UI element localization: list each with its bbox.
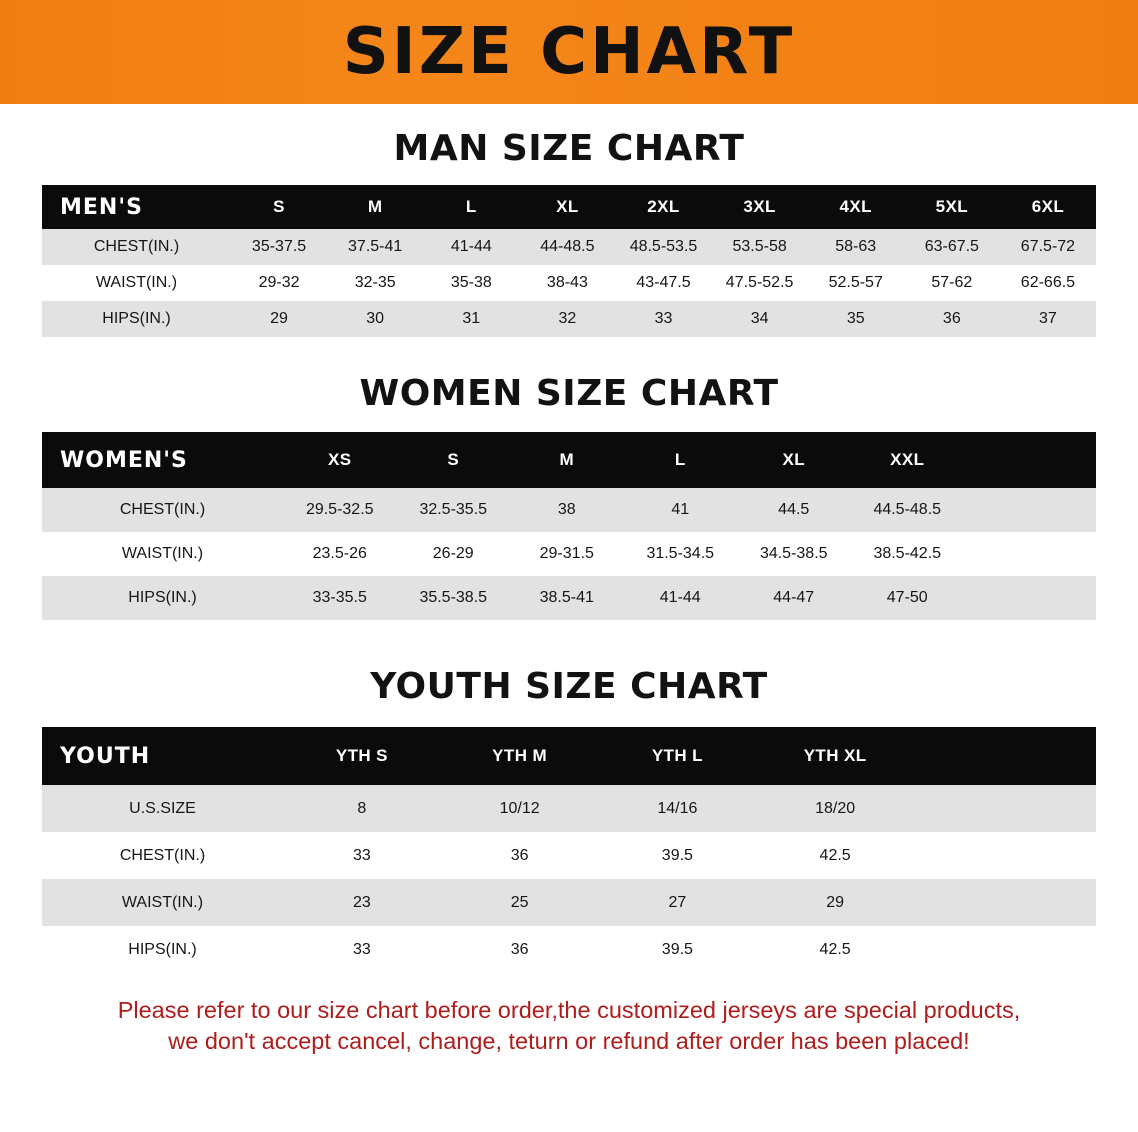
youth-cell-spacer	[914, 926, 1096, 973]
women-cell: 33-35.5	[312, 589, 367, 606]
youth-table-wrapper	[42, 727, 1096, 973]
women-col-header: S	[447, 450, 460, 469]
women-cell: 44.5-48.5	[873, 501, 942, 518]
youth-cell: 10/12	[499, 799, 540, 817]
youth-col-spacer	[914, 727, 1096, 785]
table-row	[42, 785, 1096, 832]
footer-note-line-2: we don't accept cancel, change, teturn or refund after order has been placed!	[168, 1028, 970, 1055]
man-cell: 36	[942, 310, 961, 327]
youth-cell-spacer	[914, 785, 1096, 832]
youth-table-body	[42, 785, 1096, 973]
table-row	[42, 229, 1096, 265]
man-col-header: 5XL	[935, 197, 969, 216]
youth-cell: 36	[510, 940, 529, 958]
man-cell: 44-48.5	[540, 238, 595, 255]
table-row	[42, 926, 1096, 973]
man-size-table	[42, 185, 1096, 337]
women-table-wrapper	[42, 432, 1096, 620]
man-col-header: 3XL	[743, 197, 776, 216]
youth-col-header: YTH XL	[803, 746, 867, 765]
footer-note-line-1: Please refer to our size chart before order,the customized jerseys are special products,	[117, 997, 1021, 1023]
women-col-header: XXL	[890, 450, 925, 469]
table-row	[42, 301, 1096, 337]
youth-cell-spacer	[914, 832, 1096, 879]
women-row-label: HIPS(IN.)	[128, 589, 197, 606]
man-row-label: WAIST(IN.)	[95, 274, 178, 291]
youth-col-header: YTH S	[335, 746, 388, 765]
youth-cell: 33	[352, 846, 371, 864]
women-col-spacer	[964, 432, 1096, 488]
man-row-label: HIPS(IN.)	[102, 310, 171, 327]
table-row	[42, 265, 1096, 301]
women-cell: 34.5-38.5	[759, 545, 828, 562]
women-cell: 35.5-38.5	[419, 589, 488, 606]
table-row	[42, 576, 1096, 620]
women-cell: 47-50	[886, 589, 928, 606]
man-cell: 33	[654, 310, 673, 327]
man-cell: 29	[270, 310, 288, 327]
youth-cell: 25	[510, 893, 529, 911]
man-cell: 35-38	[450, 274, 492, 291]
youth-row-label: CHEST(IN.)	[119, 846, 206, 864]
women-cell: 23.5-26	[312, 545, 367, 562]
women-cell: 41-44	[659, 589, 701, 606]
women-col-header: M	[559, 450, 575, 469]
man-cell: 37.5-41	[348, 238, 403, 255]
man-cell: 30	[366, 310, 385, 327]
man-table-head	[42, 185, 1096, 229]
women-row-label: WAIST(IN.)	[121, 545, 204, 562]
youth-col-header: YTH L	[651, 746, 703, 765]
women-col-header: L	[674, 450, 686, 469]
man-cell: 29-32	[258, 274, 300, 291]
table-row	[42, 879, 1096, 926]
youth-section-heading: YOUTH SIZE CHART	[370, 666, 768, 707]
youth-size-table	[42, 727, 1096, 973]
women-col-header: XL	[782, 450, 806, 469]
man-cell: 63-67.5	[924, 238, 979, 255]
table-row	[42, 532, 1096, 576]
man-cell: 67.5-72	[1020, 238, 1076, 255]
youth-header-row	[42, 727, 1096, 785]
women-table-head	[42, 432, 1096, 488]
man-col-header: 2XL	[647, 197, 680, 216]
women-cell-spacer	[964, 532, 1096, 576]
youth-cell: 27	[668, 893, 687, 911]
man-cell: 41-44	[450, 238, 492, 255]
man-col-header: L	[465, 197, 477, 216]
man-cell: 48.5-53.5	[629, 238, 698, 255]
women-corner-label: WOMEN'S	[60, 447, 188, 473]
man-cell: 52.5-57	[828, 274, 883, 291]
man-cell: 58-63	[835, 238, 877, 255]
women-cell: 29.5-32.5	[305, 501, 374, 518]
table-row	[42, 832, 1096, 879]
man-table-body	[42, 229, 1096, 337]
youth-cell: 23	[352, 893, 371, 911]
man-col-header: M	[367, 197, 383, 216]
women-cell: 38.5-42.5	[873, 545, 942, 562]
man-cell: 53.5-58	[732, 238, 787, 255]
banner-title: SIZE CHART	[342, 15, 796, 89]
table-row	[42, 488, 1096, 532]
man-header-row	[42, 185, 1096, 229]
youth-cell: 18/20	[815, 799, 856, 817]
man-cell: 37	[1039, 310, 1057, 327]
man-cell: 32	[558, 310, 577, 327]
women-col-header: XS	[328, 450, 352, 469]
man-cell: 31	[462, 310, 481, 327]
man-cell: 38-43	[546, 274, 588, 291]
youth-cell: 33	[352, 940, 371, 958]
man-cell: 43-47.5	[636, 274, 691, 291]
youth-table-head	[42, 727, 1096, 785]
footer-note	[38, 995, 1100, 1058]
youth-cell: 8	[357, 799, 367, 817]
youth-cell: 14/16	[657, 799, 698, 817]
women-cell: 44.5	[778, 501, 810, 518]
women-cell: 38.5-41	[539, 589, 594, 606]
women-cell: 26-29	[432, 545, 474, 562]
women-cell: 29-31.5	[539, 545, 594, 562]
women-cell: 32.5-35.5	[419, 501, 488, 518]
man-cell: 57-62	[931, 274, 973, 291]
women-cell: 31.5-34.5	[646, 545, 715, 562]
man-col-header: 6XL	[1031, 197, 1065, 216]
women-header-row	[42, 432, 1096, 488]
youth-cell: 29	[826, 893, 845, 911]
man-section-heading: MAN SIZE CHART	[393, 128, 745, 169]
women-section-heading: WOMEN SIZE CHART	[359, 373, 779, 414]
youth-row-label: WAIST(IN.)	[121, 893, 204, 911]
youth-row-label: HIPS(IN.)	[128, 940, 197, 958]
youth-col-header: YTH M	[492, 746, 548, 765]
women-table-body	[42, 488, 1096, 620]
man-cell: 47.5-52.5	[725, 274, 794, 291]
women-cell: 44-47	[773, 589, 815, 606]
youth-cell: 39.5	[661, 940, 693, 958]
women-cell: 38	[557, 501, 576, 518]
man-col-header: XL	[556, 197, 579, 216]
man-cell: 62-66.5	[1020, 274, 1076, 291]
man-cell: 34	[750, 310, 769, 327]
women-row-label: CHEST(IN.)	[119, 501, 206, 518]
women-size-table	[42, 432, 1096, 620]
women-cell: 41	[671, 501, 690, 518]
man-cell: 35-37.5	[251, 238, 307, 255]
women-cell-spacer	[964, 488, 1096, 532]
man-corner-label: MEN'S	[60, 194, 143, 220]
youth-cell: 39.5	[661, 846, 693, 864]
man-col-header: 4XL	[839, 197, 872, 216]
youth-cell: 42.5	[819, 846, 851, 864]
banner	[0, 0, 1138, 104]
youth-row-label: U.S.SIZE	[129, 799, 196, 817]
man-col-header: S	[273, 197, 285, 216]
youth-corner-label: YOUTH	[60, 743, 151, 769]
man-cell: 32-35	[354, 274, 396, 291]
women-cell-spacer	[964, 576, 1096, 620]
youth-cell: 36	[510, 846, 529, 864]
youth-cell-spacer	[914, 879, 1096, 926]
man-row-label: CHEST(IN.)	[93, 238, 180, 255]
youth-cell: 42.5	[819, 940, 851, 958]
man-table-wrapper	[42, 185, 1096, 337]
man-cell: 35	[846, 310, 865, 327]
